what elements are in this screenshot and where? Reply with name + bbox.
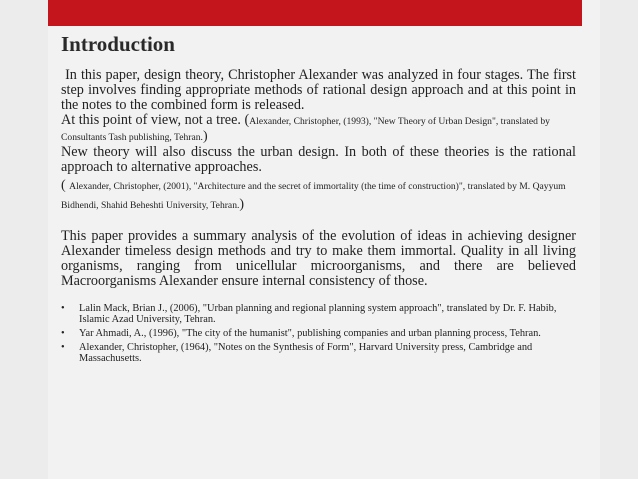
paragraph-intro-text: In this paper, design theory, Christopher Alexander was analyzed in four stages. The first step involves finding appropriate methods of rational design approach and at this point in the notes to the combined form is released.: [61, 67, 577, 113]
paren-open: (: [61, 178, 70, 193]
citation-1993: Alexander, Christopher, (1993), "New Theory of Urban Design", translated by Consultants Tash publishing, Tehran.: [61, 116, 550, 143]
reference-text: Alexander, Christopher, (1964), "Notes on the Synthesis of Form", Harvard University press, Cambridge and Massachusetts.: [79, 342, 533, 364]
header-accent-bar: [48, 0, 582, 26]
bullet-icon: •: [61, 328, 65, 339]
paragraph-summary: This paper provides a summary analysis of the evolution of ideas in achieving designer Alexander timeless design methods and try to make them immortal. Quality in all living organisms, ranging from unicellular microorganisms, and there are believed Macroorganisms Alexander ensure internal consistency of those.: [61, 228, 576, 289]
slide-body: [61, 68, 576, 367]
reference-item: [61, 342, 576, 364]
paragraph-urban-design: New theory will also discuss the urban design. In both of these theories is the rational approach to alternative approaches.: [61, 144, 576, 175]
reference-text: Lalin Mack, Brian J., (2006), "Urban planning and regional planning system approach", translated by Dr. F. Habib, Islamic Azad University, Tehran.: [79, 303, 557, 325]
paren-close: ): [202, 129, 208, 144]
bullet-icon: •: [61, 303, 65, 314]
left-frame: [0, 0, 48, 479]
reference-item: [61, 303, 576, 325]
paren-close: ): [239, 197, 245, 212]
paragraph-citation-2001: [61, 177, 576, 215]
paragraph-tree: [61, 113, 576, 145]
citation-2001: Alexander, Christopher, (2001), "Architecture and the secret of immortality (the time of construction)", translated by M. Qayyum Bidhendi, Shahid Beheshti University, Tehran.: [61, 181, 566, 211]
bullet-icon: •: [61, 342, 65, 353]
reference-item: [61, 328, 576, 339]
slide-title: Introduction: [61, 32, 175, 56]
right-frame: [600, 0, 638, 479]
reference-text: Yar Ahmadi, A., (1996), "The city of the humanist", publishing companies and urban planning process, Tehran.: [79, 328, 541, 339]
reference-list: [61, 303, 576, 364]
paragraph-intro: [61, 68, 576, 113]
paragraph-tree-text: At this point of view, not a tree. (: [61, 112, 250, 128]
